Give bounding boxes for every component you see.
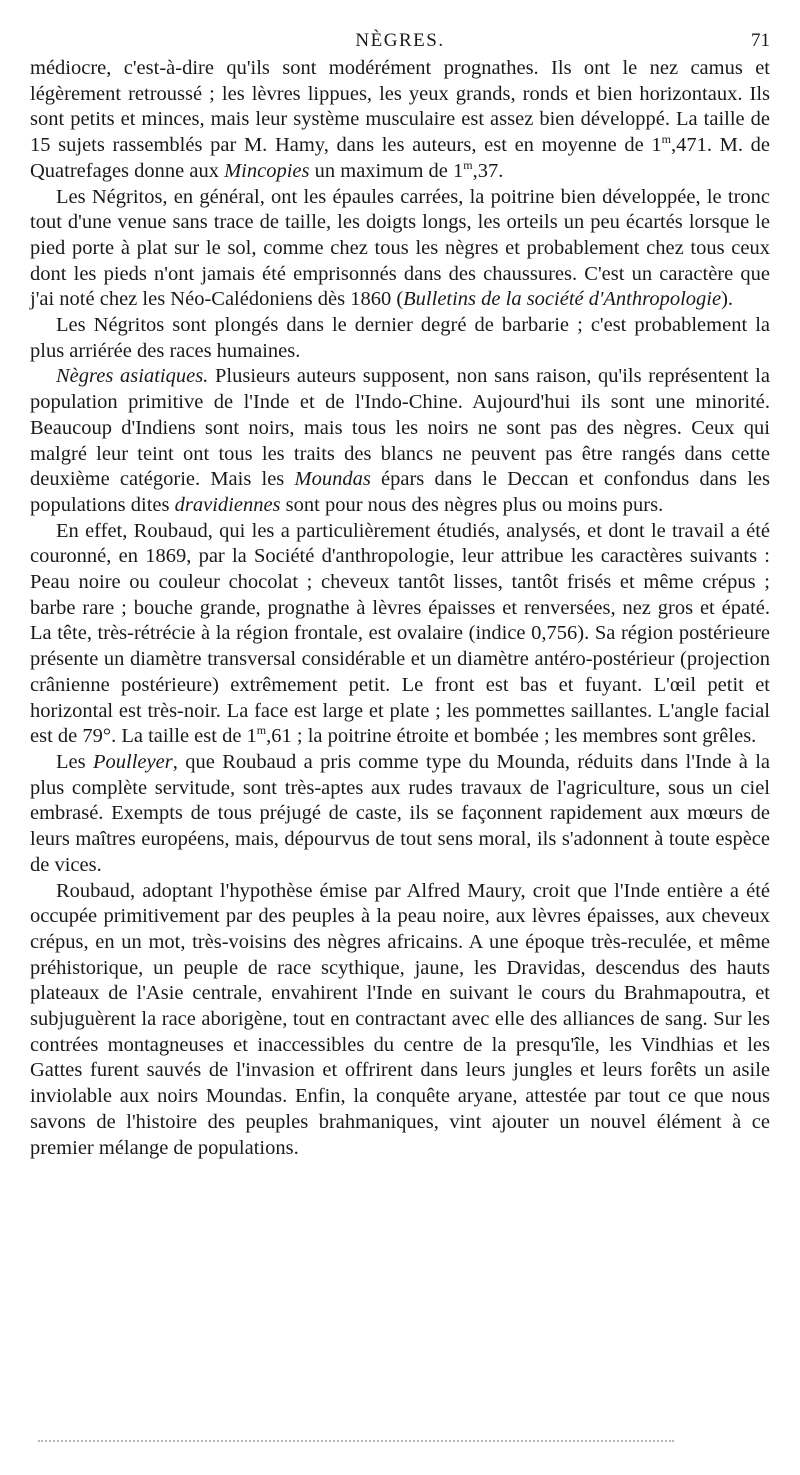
italic-text: dravidiennes [174,493,281,516]
italic-text: Poulleyer [93,750,173,773]
text-run: Les Négritos, en général, ont les épaules carrées, la poitrine bien développée, le tronc tout d'une venue sans trace de taille, les doigts longs, les orteils un peu écartés lorsque le pied porte à plat sur le sol, comme chez tous les nègres et probablement chez tous ceux dont les pieds n'ont jamais été emprisonnés dans des chaussures. C'est un caractère que j'ai noté chez les Néo-Calédoniens dès 1860 ( [30,185,770,311]
superscript-unit: m [256,723,267,738]
superscript-unit: m [463,157,473,172]
text-run: épars dans le Deccan et confondus dans les populations dites [30,468,771,516]
paragraph [30,750,770,879]
book-page [30,22,770,1161]
paragraph [30,364,770,518]
paragraph [30,313,770,364]
text-run: Les Négritos sont plongés dans le dernier degré de barbarie ; c'est probablement la plus arriérée des races humaines. [30,314,770,362]
italic-text: Bulletins de la société d'Anthropologie [403,288,722,311]
text-run: Roubaud, adoptant l'hypothèse émise par Alfred Maury, croit que l'Inde entière a été occupée primitivement par des peuples à la peau noire, aux lèvres épaisses, aux cheveux crépus, en un mot, très-voisins des nègres africains. A une époque très-reculée, et même préhistorique, un peuple de race scythique, jaune, les Dravidas, descendus des hauts plateaux de l'Asie centrale, envahirent l'Inde en suivant le cours du Brahmapoutra, et subjuguèrent la race aborigène, tout en contractant avec elle des alliances de sang. Sur les contrées montagneuses et inaccessibles du centre de la presqu'île, les Vindhias et les Gattes furent sauvés de l'invasion et offrirent dans leurs jungles et leurs forêts un asile inviolable aux noirs Moundas. Enfin, la conquête aryane, attestée par tout ce que nous savons de l'histoire des peuples brahmaniques, vint ajouter un nouvel élément à ce premier mélange de populations. [30,879,770,1159]
page-header [30,22,770,56]
paragraph [30,56,770,185]
text-run: sont pour nous des nègres plus ou moins purs. [280,493,664,516]
text-run: ,61 ; la poitrine étroite et bombée ; les membres sont grêles. [266,725,757,748]
text-run: , que Roubaud a pris comme type du Mounda, réduits dans l'Inde à la plus complète servitude, sont très-aptes aux rudes travaux de l'agriculture, sous un ciel embrasé. Exempts de tous préjugé de caste, ils se façonnent rapidement aux mœurs de leurs maîtres européens, mais, dépourvus de tout sens moral, ils s'adonnent à toute espèce de vices. [30,750,770,876]
italic-text: Nègres asiatiques. [56,365,209,388]
paragraph [30,185,770,314]
text-run: En effet, Roubaud, qui les a particulièrement étudiés, analysés, et dont le travail a été couronné, en 1869, par la Société d'anthropologie, leur attribue les caractères suivants : Peau noire ou couleur chocolat ; cheveux tantôt lisses, tantôt frisés et même crépus ; barbe rare ; bouche grande, prognathe à lèvres épaisses et renversées, nez gros et épaté. La tête, très-rétrécie à la région frontale, est ovalaire (indice 0,756). Sa région postérieure présente un diamètre transversal considérable et un diamètre antéro-postérieur (projection crânienne postérieure) extrêmement petit. Le front est bas et fuyant. L'œil petit et horizontal est très-noir. La face est large et plate ; les pommettes saillantes. L'angle facial est de 79°. La taille est de 1 [30,519,770,748]
text-run: ,37. [472,159,504,182]
text-run: Les [56,750,93,773]
text-run: ). [721,288,734,311]
superscript-unit: m [661,132,671,147]
paragraph [30,879,770,1162]
body-text [30,56,770,1161]
running-title: NÈGRES. [355,30,445,51]
text-run: un maximum de 1 [309,159,464,182]
italic-text: Moundas [294,468,371,491]
italic-text: Mincopies [224,159,310,182]
text-run: médiocre, c'est-à-dire qu'ils sont modérément prognathes. Ils ont le nez camus et légèrement retroussé ; les lèvres lippues, les yeux grands, ronds et bien horizontaux. Ils sont petits et minces, mais leur système musculaire est assez bien développé. La taille de 15 sujets rassemblés par M. Hamy, dans les auteurs, est en moyenne de 1 [30,57,770,157]
paragraph [30,519,770,750]
page-number: 71 [751,30,770,51]
text-run: Plusieurs auteurs supposent, non sans raison, qu'ils représentent la population primitive de l'Inde et de l'Indo-Chine. Aujourd'hui ils sont une minorité. Beaucoup d'Indiens sont noirs, mais tous les noirs ne sont pas des nègres. Ceux qui malgré leur teint ont tous les traits des blancs ne peuvent pas être rangés dans cette deuxième catégorie. Mais les [30,365,770,491]
footer-rule [38,1440,674,1442]
text-run: ,471. M. de Quatrefages donne aux [30,134,770,182]
